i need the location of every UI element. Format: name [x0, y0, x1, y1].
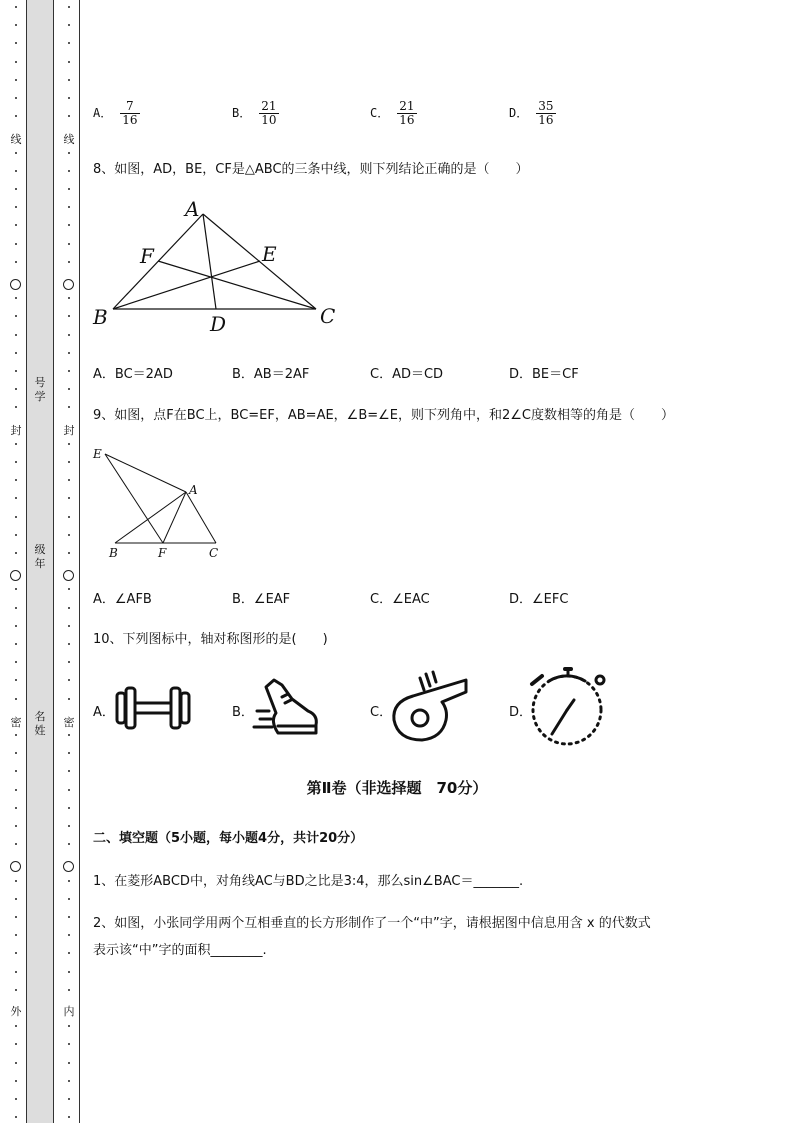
q7-option-b: B． $\frac{21}{10}$: [232, 99, 277, 127]
q7-option-d: D． $\frac{35}{16}$: [509, 99, 554, 127]
fill-question-2-line-2: 表示该“中”字的面积________.: [93, 943, 267, 958]
q8-stem: 8、如图，AD，BE，CF是△ABC的三条中线，则下列结论正确的是（ ）: [93, 162, 529, 177]
cut-line-dot: [68, 334, 70, 336]
binding-rule: [79, 0, 80, 1123]
vertex-label-c: C: [320, 304, 336, 328]
margin-circle: [63, 861, 74, 872]
margin-circle: [63, 279, 74, 290]
cut-line-dot: [68, 243, 70, 245]
cut-line-dot: [15, 952, 17, 954]
cut-line-dot: [68, 770, 70, 772]
cut-line-dot: [15, 679, 17, 681]
fraction: $\frac{35}{16}$: [538, 99, 554, 127]
cut-line-dot: [15, 625, 17, 627]
margin-char: 线: [10, 133, 22, 146]
fraction: $\frac{21}{10}$: [261, 99, 277, 127]
margin-circle: [10, 570, 21, 581]
cut-line-dot: [68, 534, 70, 536]
cut-line-dot: [15, 643, 17, 645]
cut-line-dot: [68, 370, 70, 372]
cut-line-dot: [15, 698, 17, 700]
q10-option-b-letter: B．: [232, 705, 254, 720]
cut-line-dot: [68, 516, 70, 518]
part-two-title: 第Ⅱ卷（非选择题 70分）: [306, 779, 488, 797]
q10-option-a-letter: A．: [93, 705, 115, 720]
fraction: $\frac{7}{16}$: [122, 99, 138, 127]
cut-line-dot: [15, 934, 17, 936]
cut-line-dot: [68, 443, 70, 445]
cut-line-dot: [15, 825, 17, 827]
cut-line-dot: [15, 443, 17, 445]
cut-line-dot: [68, 97, 70, 99]
cut-line-dot: [68, 115, 70, 117]
q8-option-c: C．AD＝CD: [370, 367, 444, 382]
midpoint-label-e: E: [262, 242, 277, 266]
cut-line-dot: [68, 406, 70, 408]
cut-line-dot: [68, 261, 70, 263]
cut-line-dot: [68, 1062, 70, 1064]
q10-stem: 10、下列图标中，轴对称图形的是( ): [93, 632, 328, 647]
cut-line-dot: [68, 880, 70, 882]
cut-line-dot: [15, 115, 17, 117]
cut-line-dot: [15, 261, 17, 263]
fill-question-2-line-1: 2、如图，小张同学用两个互相垂直的长方形制作了一个“中”字，请根据图中信息用含 x 的代数式: [93, 916, 651, 931]
cut-line-dot: [15, 97, 17, 99]
cut-line-dot: [15, 188, 17, 190]
q8-triangle-figure: [88, 196, 348, 338]
cut-line-dot: [15, 843, 17, 845]
name-label: 名姓: [34, 710, 46, 737]
cut-line-dot: [15, 607, 17, 609]
cut-line-dot: [15, 1043, 17, 1045]
section-two-heading: 二、填空题（5小题，每小题4分，共计20分）: [93, 831, 364, 846]
dotted-cut-line-outer: [11, 0, 21, 1123]
point-label-e: E: [93, 447, 102, 461]
q8-option-b: B．AB＝2AF: [232, 367, 310, 382]
q9-triangle-figure: [88, 440, 238, 565]
q10-option-d-letter: D．: [509, 705, 533, 720]
grade-label: 级年: [34, 543, 46, 570]
cut-line-dot: [68, 352, 70, 354]
cut-line-dot: [68, 1043, 70, 1045]
cut-line-dot: [15, 206, 17, 208]
dumbbell-icon: [113, 683, 193, 733]
margin-char: 密: [63, 716, 75, 729]
cut-line-dot: [68, 698, 70, 700]
cut-line-dot: [68, 752, 70, 754]
cut-line-dot: [68, 552, 70, 554]
cut-line-dot: [15, 989, 17, 991]
margin-char: 外: [10, 1005, 22, 1018]
fill-question-1: 1、在菱形ABCD中，对角线AC与BD之比是3:4，那么sin∠BAC＝_______.: [93, 874, 524, 889]
point-label-b: B: [109, 546, 118, 560]
cut-line-dot: [68, 1080, 70, 1082]
cut-line-dot: [15, 752, 17, 754]
cut-line-dot: [68, 971, 70, 973]
whistle-icon: [390, 668, 470, 744]
cut-line-dot: [15, 388, 17, 390]
cut-line-dot: [68, 461, 70, 463]
cut-line-dot: [68, 388, 70, 390]
cut-line-dot: [68, 734, 70, 736]
cut-line-dot: [68, 24, 70, 26]
cut-line-dot: [68, 643, 70, 645]
cut-line-dot: [15, 770, 17, 772]
cut-line-dot: [68, 1098, 70, 1100]
cut-line-dot: [15, 552, 17, 554]
cut-line-dot: [15, 370, 17, 372]
midpoint-label-d: D: [210, 312, 227, 336]
student-id-label: 号学: [34, 376, 46, 403]
cut-line-dot: [15, 734, 17, 736]
cut-line-dot: [68, 170, 70, 172]
cut-line-dot: [15, 807, 17, 809]
cut-line-dot: [15, 6, 17, 8]
margin-char: 封: [63, 424, 75, 437]
cut-line-dot: [68, 825, 70, 827]
cut-line-dot: [15, 1080, 17, 1082]
margin-char: 密: [10, 716, 22, 729]
margin-circle: [10, 279, 21, 290]
cut-line-dot: [15, 1025, 17, 1027]
q10-option-c-letter: C．: [370, 705, 393, 720]
q8-option-a: A．BC＝2AD: [93, 367, 173, 382]
q9-option-d: D．∠EFC: [509, 592, 569, 607]
vertex-label-a: A: [185, 197, 200, 221]
midpoint-label-f: F: [140, 244, 154, 268]
running-shoe-icon: [252, 677, 322, 739]
stopwatch-icon: [528, 666, 610, 748]
cut-line-dot: [15, 971, 17, 973]
cut-line-dot: [68, 625, 70, 627]
margin-circle: [63, 570, 74, 581]
cut-line-dot: [68, 497, 70, 499]
cut-line-dot: [15, 334, 17, 336]
margin-char: 线: [63, 133, 75, 146]
cut-line-dot: [15, 1062, 17, 1064]
cut-line-dot: [15, 406, 17, 408]
cut-line-dot: [15, 224, 17, 226]
cut-line-dot: [68, 898, 70, 900]
cut-line-dot: [68, 79, 70, 81]
cut-line-dot: [15, 461, 17, 463]
cut-line-dot: [68, 315, 70, 317]
cut-line-dot: [15, 297, 17, 299]
q9-option-a: A．∠AFB: [93, 592, 152, 607]
cut-line-dot: [68, 588, 70, 590]
cut-line-dot: [68, 206, 70, 208]
point-label-c: C: [209, 546, 219, 560]
cut-line-dot: [15, 1116, 17, 1118]
cut-line-dot: [15, 24, 17, 26]
cut-line-dot: [68, 679, 70, 681]
cut-line-dot: [15, 315, 17, 317]
point-label-a: A: [189, 483, 198, 497]
cut-line-dot: [68, 152, 70, 154]
cut-line-dot: [68, 1116, 70, 1118]
cut-line-dot: [68, 1025, 70, 1027]
cut-line-dot: [68, 42, 70, 44]
cut-line-dot: [68, 479, 70, 481]
cut-line-dot: [68, 188, 70, 190]
point-label-f: F: [158, 546, 167, 560]
cut-line-dot: [68, 6, 70, 8]
cut-line-dot: [15, 479, 17, 481]
cut-line-dot: [68, 61, 70, 63]
cut-line-dot: [68, 807, 70, 809]
margin-circle: [10, 861, 21, 872]
binding-margin: [0, 0, 84, 1123]
cut-line-dot: [68, 297, 70, 299]
cut-line-dot: [15, 588, 17, 590]
cut-line-dot: [15, 916, 17, 918]
q7-option-a: A． $\frac{7}{16}$: [93, 99, 138, 127]
cut-line-dot: [15, 1098, 17, 1100]
q9-stem: 9、如图，点F在BC上，BC=EF，AB=AE，∠B=∠E，则下列角中，和2∠C度数相等的角是（ ）: [93, 408, 675, 423]
q8-option-d: D．BE＝CF: [509, 367, 579, 382]
cut-line-dot: [15, 243, 17, 245]
cut-line-dot: [15, 79, 17, 81]
vertex-label-b: B: [93, 305, 108, 329]
cut-line-dot: [68, 916, 70, 918]
cut-line-dot: [15, 42, 17, 44]
cut-line-dot: [68, 843, 70, 845]
cut-line-dot: [68, 661, 70, 663]
cut-line-dot: [68, 607, 70, 609]
cut-line-dot: [15, 152, 17, 154]
cut-line-dot: [15, 170, 17, 172]
cut-line-dot: [15, 61, 17, 63]
cut-line-dot: [15, 661, 17, 663]
cut-line-dot: [68, 934, 70, 936]
cut-line-dot: [68, 952, 70, 954]
q9-option-b: B．∠EAF: [232, 592, 291, 607]
cut-line-dot: [15, 534, 17, 536]
cut-line-dot: [15, 516, 17, 518]
cut-line-dot: [15, 880, 17, 882]
margin-char: 封: [10, 424, 22, 437]
dotted-cut-line-inner: [64, 0, 74, 1123]
cut-line-dot: [15, 352, 17, 354]
q9-option-c: C．∠EAC: [370, 592, 430, 607]
q7-option-c: C． $\frac{21}{16}$: [370, 99, 415, 127]
margin-char: 内: [63, 1005, 75, 1018]
cut-line-dot: [15, 497, 17, 499]
cut-line-dot: [15, 898, 17, 900]
cut-line-dot: [68, 989, 70, 991]
cut-line-dot: [68, 224, 70, 226]
fraction: $\frac{21}{16}$: [399, 99, 415, 127]
